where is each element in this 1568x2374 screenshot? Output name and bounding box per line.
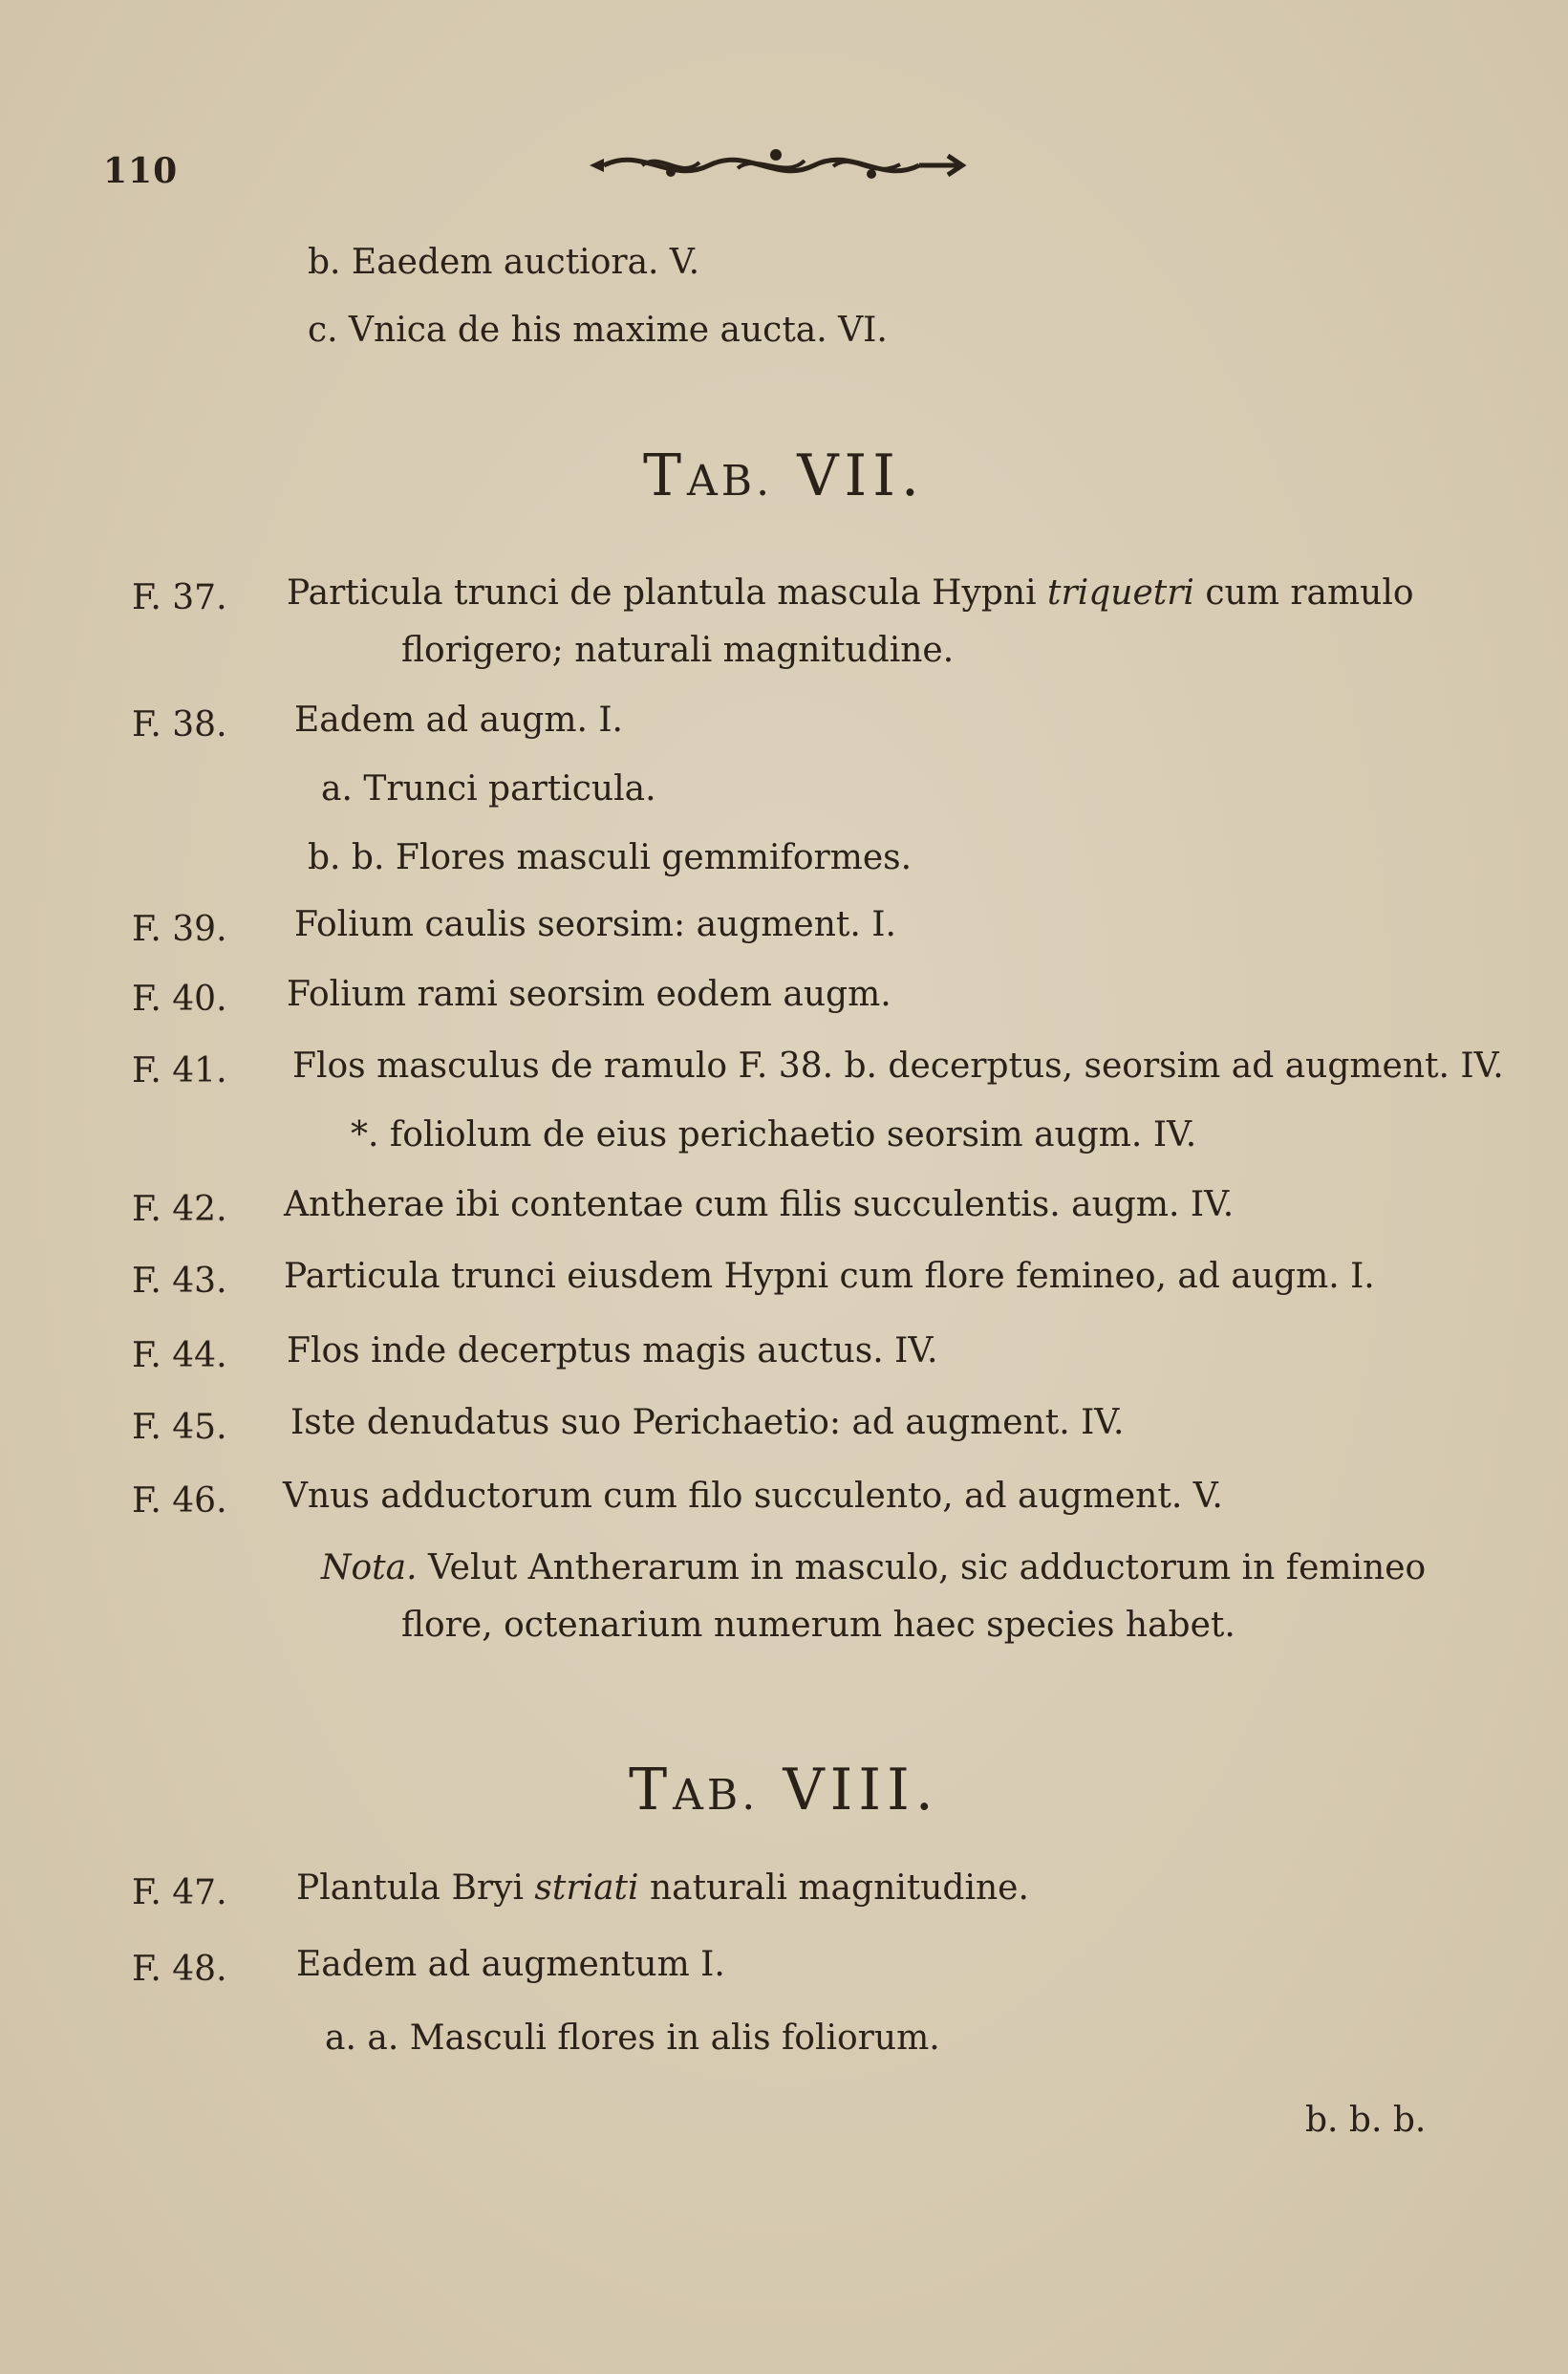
entry-text-f39: Folium caulis seorsim: augment. I. — [294, 905, 896, 944]
nota-continuation: flore, octenarium numerum haec species habet. — [401, 1606, 1235, 1645]
figure-label: F. 43. — [132, 1262, 227, 1301]
entry-italic: striati — [534, 1868, 639, 1908]
nota-label: Nota. — [321, 1548, 418, 1587]
figure-label: F. 38. — [132, 705, 227, 745]
entry-text-f42: Antherae ibi contentae cum filis succulentis. augm. IV. — [284, 1185, 1235, 1224]
figure-label: F. 39. — [132, 910, 227, 949]
entry-text-f43: Particula trunci eiusdem Hypni cum flore femineo, ad augm. I. — [284, 1257, 1375, 1296]
entry-text: cum ramulo — [1193, 573, 1414, 613]
figure-label: F. 44. — [132, 1336, 227, 1375]
subentry-a: a. Trunci particula. — [321, 769, 656, 809]
entry-text-f41: Flos masculus de ramulo F. 38. b. decerptus, seorsim ad augment. IV. — [292, 1047, 1504, 1086]
heading-letter: T — [642, 442, 688, 509]
nota-line — [321, 1548, 1426, 1587]
figure-label: F. 47. — [132, 1873, 227, 1912]
figure-label: F. 46. — [132, 1481, 227, 1521]
tab-vii-heading — [0, 442, 1568, 509]
entry-text-f38: Eadem ad augm. I. — [294, 701, 624, 740]
entry-text-f48: Eadem ad augmentum I. — [296, 1945, 725, 1984]
entry-text-f37 — [287, 573, 1414, 613]
page-number: 110 — [103, 151, 179, 191]
entry-text-f45: Iste denudatus suo Perichaetio: ad augment. IV. — [290, 1403, 1125, 1442]
figure-label: F. 48. — [132, 1950, 227, 1989]
top-line-c: c. Vnica de his maxime aucta. VI. — [308, 311, 888, 350]
figure-label: F. 41. — [132, 1051, 227, 1090]
nota-text: Velut Antherarum in masculo, sic adductorum in femineo — [417, 1548, 1427, 1587]
entry-text: Particula trunci de plantula mascula Hypni — [287, 573, 1048, 613]
heading-abbrev: AB. — [687, 457, 774, 506]
entry-italic: triquetri — [1047, 573, 1194, 613]
tab-viii-heading — [0, 1757, 1568, 1824]
figure-label: F. 42. — [132, 1190, 227, 1229]
heading-letter: T — [629, 1757, 674, 1824]
heading-numeral: VIII. — [783, 1757, 939, 1824]
subentry-b: b. b. Flores masculi gemmiformes. — [308, 838, 913, 877]
entry-text-f44: Flos inde decerptus magis auctus. IV. — [287, 1331, 938, 1370]
entry-text: naturali magnitudine. — [638, 1868, 1029, 1908]
entry-text: Plantula Bryi — [296, 1868, 535, 1908]
entry-text-f40: Folium rami seorsim eodem augm. — [287, 975, 891, 1014]
heading-abbrev: AB. — [673, 1771, 760, 1820]
heading-numeral: VII. — [797, 442, 926, 509]
entry-text-f47 — [296, 1868, 1029, 1908]
entry-continuation: florigero; naturali magnitudine. — [401, 631, 955, 670]
catchword: b. b. b. — [1305, 2101, 1427, 2140]
ornament-headpiece — [585, 141, 967, 189]
figure-label: F. 45. — [132, 1408, 227, 1447]
figure-label: F. 40. — [132, 980, 227, 1019]
entry-text-f46: Vnus adductorum cum filo succulento, ad augment. V. — [283, 1477, 1223, 1516]
subentry-a: a. a. Masculi flores in alis foliorum. — [325, 2018, 940, 2058]
top-line-b: b. Eaedem auctiora. V. — [308, 243, 700, 282]
subentry-star: *. foliolum de eius perichaetio seorsim augm. IV. — [351, 1115, 1197, 1155]
figure-label: F. 37. — [132, 578, 227, 617]
